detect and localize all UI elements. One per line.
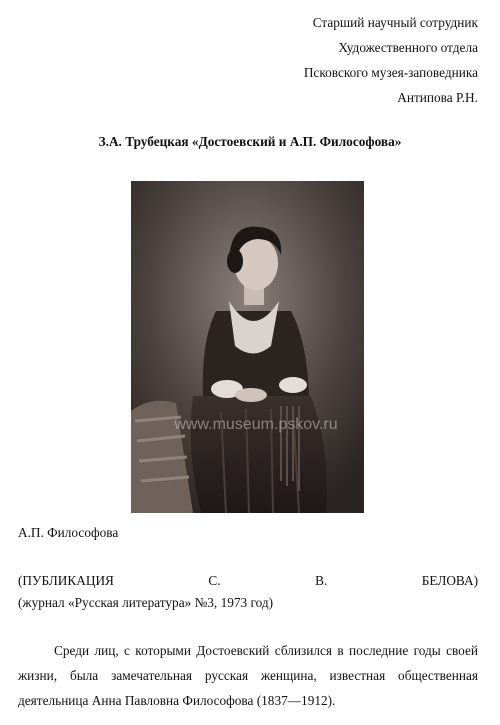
portrait-photo xyxy=(131,181,364,513)
author-block xyxy=(304,10,478,110)
photo-caption: А.П. Философова xyxy=(18,525,119,540)
photo-watermark: www.museum.pskov.ru xyxy=(174,416,338,433)
publication-word-2: С. xyxy=(208,573,221,588)
publication-line xyxy=(18,573,478,589)
publication-word-3: В. xyxy=(315,573,328,588)
journal-reference: (журнал «Русская литература» №3, 1973 год) xyxy=(18,595,274,610)
author-museum: Псковского музея-заповедника xyxy=(303,65,478,80)
publication-word-1: (ПУБЛИКАЦИЯ xyxy=(18,573,114,588)
document-title: З.А. Трубецкая «Достоевский и А.П. Философова» xyxy=(98,134,402,149)
author-name: Антипова Р.Н. xyxy=(397,90,478,105)
body-paragraph: Среди лиц, с которыми Достоевский сблизился в последние годы своей жизни, была замечательная русская женщина, известная общественная деятельница Анна Павловна Философова (1837—1912). xyxy=(18,643,478,708)
author-department: Художественного отдела xyxy=(338,40,478,55)
publication-word-4: БЕЛОВА) xyxy=(421,573,478,588)
author-position: Старший научный сотрудник xyxy=(312,15,478,30)
